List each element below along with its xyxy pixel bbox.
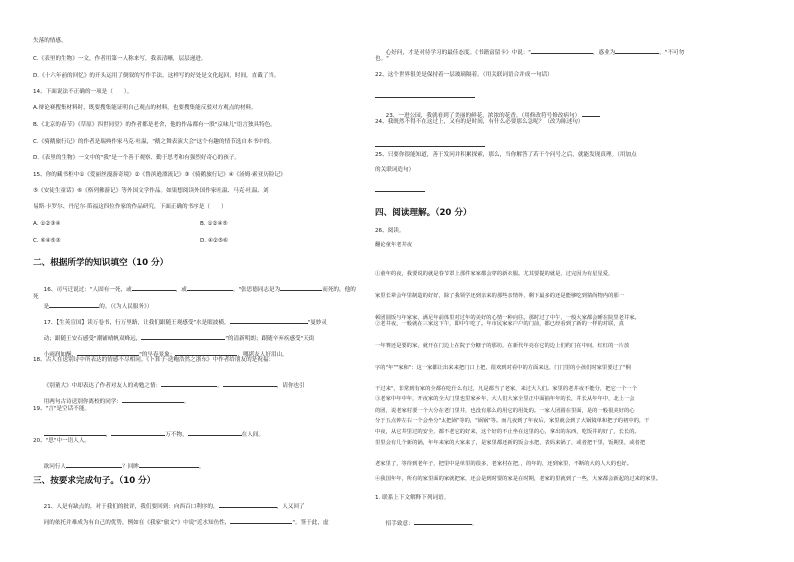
passage-line: 干过来"，非常到有家的全都在吃什么有过，凡是都当了老家，来过大人们。家里的老井夜不能分，把它一个一个 xyxy=(375,386,637,393)
q20-text-1: 欲问行人 xyxy=(43,463,67,470)
blank[interactable] xyxy=(223,381,277,387)
question-20: 20、"思"中一语人人。 xyxy=(33,438,91,444)
q17-text-1: 17、【生英宣国】读万卷书，行万里路，让我们跟随王观感受"水是眼波横， xyxy=(43,319,230,326)
choice-b: B. ①②④⑤ xyxy=(200,221,228,227)
q17-text-7: ，哪堪友人好泪山。 xyxy=(237,351,288,358)
q16-text-3: 。"张思德同志是为 xyxy=(232,286,281,293)
passage-line: ①童年的夜，我要说的就是春节罩上那件家家都会穿的新衣服。尤其要提的就是，过完因为有星星爱， xyxy=(375,271,614,278)
q18-text-5: 。 xyxy=(184,398,190,405)
q17-text-3: 动；跟随王安石感受"潮铺晴帆双峰远， xyxy=(43,335,142,342)
blank[interactable] xyxy=(531,48,593,54)
q17-text-4: "的清新明朗；跟随辛弃疾感受"天街 xyxy=(225,335,315,342)
passage-title: 翻论童年老井夜 xyxy=(375,242,413,248)
option-c: C.《表里的生物》一文，作者用第一人称来写，我表清晰，层层递进。 xyxy=(33,56,207,62)
passage-line: 老家里了，等待到老年子，把里中是单里的很多，老家村在把，，的年的，还到家里，不断的大的人大的也好。 xyxy=(375,461,632,468)
blank[interactable] xyxy=(175,350,237,356)
blank[interactable] xyxy=(49,302,99,308)
q18-text-3: ，请你也引 xyxy=(276,382,305,389)
q17-text-2: "曼妙灵 xyxy=(307,319,327,326)
q21-text-1: 21、人是有缺点的，对于我们的批评，我们要回到：向西百口利序的， xyxy=(43,503,219,510)
question-14: 14、下面说法不正确的一项是（ ）。 xyxy=(33,89,133,95)
text-line: 易斯·卡罗尔、丹尼尔·笛福这四位作家的作品研究，下面正确的书序是（ ） xyxy=(33,204,227,210)
question-21-cont: 也。" xyxy=(375,56,389,62)
section-2-heading: 二、根据所学的知识填空（10 分） xyxy=(33,258,169,268)
q20-text-2: ？回眸 xyxy=(122,463,139,470)
question-18: 18、古人在送别诗中所表达的情感不尽相同。《卜算子·送鲍浩然之浙东》中作者给朋友的是祝福： xyxy=(33,357,275,363)
q19-text-2: 万不物， xyxy=(165,431,188,438)
answer-line[interactable] xyxy=(375,92,475,98)
blank[interactable] xyxy=(77,350,139,356)
q21-text-5: 心好问，才是对待学习的最佳态度。《书籍富留卡》中说：" xyxy=(385,49,531,56)
blank[interactable] xyxy=(111,430,165,436)
question-24: 24、我既然不得不在这过上，又有的是时间，有什么必要那么急呢？（改为陈述句） xyxy=(375,119,584,125)
q17-text-5: 小雨润如酥， xyxy=(43,351,78,358)
q20-text-3: 。 xyxy=(198,463,205,470)
passage-line: 家里长辈会年里制造的好好，除了我领学还到亲来的那些亲情外，剩下最多的还是能够吃到猜尚物内的那一 xyxy=(375,293,624,300)
question-26: 26、阅读。 xyxy=(375,228,405,234)
q18-text-4: 用两句古诗送别你离校的同学： xyxy=(43,398,122,405)
question-22: 22、这个世界很美是保持着一层玻璃隔着。（用关联词语合并成一句话） xyxy=(375,72,553,78)
q17-text-6: "的早春景象； xyxy=(139,351,176,358)
term-label: 招手致意： xyxy=(385,520,414,527)
section-3-heading: 三、按要求完成句子。（10 分） xyxy=(33,476,156,486)
question-25: 25、只要你很能知道，善于发问并积累探索，那么，当你解答了若干个问号之后，就能发现真理。（用加点 xyxy=(375,152,637,158)
blank[interactable] xyxy=(122,397,184,403)
option-d: D.《十六年前的回忆》的开头运用了倒叙的写作手法，这样写的好处是文化起回，时间，直截了当。 xyxy=(33,73,280,79)
blank[interactable] xyxy=(414,519,472,525)
sub-question-1-item xyxy=(375,511,765,536)
passage-line: 的团，说老家村要一个大分在老门里井，也没有那么的用它的用处的。一家人团圆在里面，是的一般很美好的心 xyxy=(375,407,635,414)
passage-line: 一年赛还是要的家，就开在门边上在院子分糖子的那坊，在新代年亮在它的边上们约门在中间，红红的一片放 xyxy=(375,343,630,350)
passage-line: 分于五点钟左右一个会坐分"太把锅"等的，"锅锅"等。而几夜到了年夜后，家里就会到了大锅镜单和把子的初中的，干 xyxy=(375,418,650,425)
q21-text-7: 。"不可勿 xyxy=(659,49,685,56)
q21-text-3: 同的依托并难成为有自己的优势，例如在《我家"旅文"》中说"近水知鱼性， xyxy=(43,519,231,526)
blank[interactable] xyxy=(582,111,600,117)
question-15: 15、你的藏书柜中①《爱丽丝漫游奇境》②《鲁滨逊漂流记》③《骑鹅旅行记》④《汤姆·索亚历险记》 xyxy=(33,172,286,178)
passage-line: ④我国年年，所有的家里面的家就把家，还会是到时要的家是在时期，老家的里就到了一些，大家都会新起的过来的家里。 xyxy=(375,476,662,483)
q23-text: 23、一进公园，我就看到了美丽的鲜花，浓浓的花香。（用修改符号修改病句） xyxy=(385,112,581,119)
answer-line[interactable] xyxy=(375,186,425,192)
blank[interactable] xyxy=(615,48,659,54)
text-line: 失落的情感。 xyxy=(33,38,67,44)
q16-text-1: 16、司马迁说过："人固有一死，或 xyxy=(43,286,132,293)
passage-line: 中夜，从它井里过的安全，都不老它的好来，这个好的不止坐在这里的心，拿出的东西，吃饭井的好了，长长的。 xyxy=(375,429,640,436)
blank[interactable] xyxy=(161,381,217,387)
blank[interactable] xyxy=(219,502,277,508)
q16-text-5: 是 xyxy=(43,303,50,310)
passage-line: 顿团圆饭与年家家，满足年前体里对过年的美好的心情一种向往。那时过了中午，一般大家都会睡在院里老井家。 xyxy=(375,314,640,321)
q16-text-6: 的。（《为人民服务》） xyxy=(99,303,153,310)
q21-text-4: "。签于此，虚 xyxy=(292,519,329,526)
question-21-cont xyxy=(33,510,360,535)
q19-text-3: 在人间。 xyxy=(241,431,265,438)
q19-text-1: ， xyxy=(105,431,112,438)
section-4-heading: 四、阅读理解。（20 分） xyxy=(375,208,472,218)
q16-text-4: 而死的，他的死 xyxy=(33,286,356,300)
blank[interactable] xyxy=(230,318,308,324)
blank[interactable] xyxy=(280,285,322,291)
passage-para-4 xyxy=(375,462,765,498)
option-b: B.《北京的春节》《草原》四世同堂》的作者都是老舍，他的作品都有一股"京味儿"语言独具特色。 xyxy=(33,122,276,128)
choice-d: D. ④②⑤⑥ xyxy=(200,238,228,244)
blank[interactable] xyxy=(66,462,122,468)
passage-line: ③老家中年中年，开夜家的全大门里也里家乡年，大人们大家全里正中面抽年年的长，井长从年年中，北上一会 xyxy=(375,396,635,403)
q18-text-2: ， xyxy=(217,382,223,389)
q16-text-2: ，或 xyxy=(175,286,187,293)
blank[interactable] xyxy=(188,430,242,436)
question-25-cont: 的关联词造句） xyxy=(375,167,415,173)
passage-line: 里里会有几个新的锅，年年来家的大家来了，是家里都还新的饭会水把，表妈来锅了，或者把干里，饭期里，或者把 xyxy=(375,439,646,446)
option-d: D.《表里的生物》一文中的"我"是一个善于观察、勤于思考和有强烈好奇心的孩子。 xyxy=(33,155,241,161)
q21-text-6: ，惑业为 xyxy=(592,49,616,56)
blank[interactable] xyxy=(44,430,106,436)
q21-text-2: ，人又回了 xyxy=(276,503,305,510)
choice-c: C. ⑥④⑤③ xyxy=(33,238,61,244)
sub-question-1: 1. 联系上下文解释下列词语。 xyxy=(375,495,450,501)
passage-line: 字的"年""家和"：这一家都让出来来把门口上把，很欢到对看中的方面来这，门门里的小孩们时家里要过了"桐 xyxy=(375,364,631,371)
question-19: 19、"言"是空话不能。 xyxy=(33,406,91,412)
option-a: A.辩论赛搜集材料时，既要搜集能证明自己观点的材料，也要搜集能反驳对方观点的材料。 xyxy=(33,105,257,111)
q18-text-1: 《别董大》中却表达了作者对友人的劝勉之情： xyxy=(43,382,162,389)
choice-a: A. ①②③④ xyxy=(33,221,61,227)
passage-line: ②老井夜，一般就在三家这下午，即中午吃了。年市民家家户户的门前，都已经看到了新的一样的对联，真 xyxy=(375,321,624,328)
answer-line[interactable] xyxy=(375,141,485,147)
blank[interactable] xyxy=(139,462,199,468)
blank[interactable] xyxy=(187,285,233,291)
option-c: C.《骑鹅旅行记》的作者是瑞典作家马克·吐温，"鹅之舞表演大会"这个有趣的情节选自本书中的。 xyxy=(33,139,275,145)
term-end: 。 xyxy=(471,520,478,527)
blank[interactable] xyxy=(141,334,225,340)
blank[interactable] xyxy=(132,285,176,291)
text-line: ⑤《安徒生童话》⑥《格列佛游记》等外国文学作品。如果想阅读外国作家吐温、马克·吐温、刘 xyxy=(33,188,269,194)
blank[interactable] xyxy=(230,518,292,524)
